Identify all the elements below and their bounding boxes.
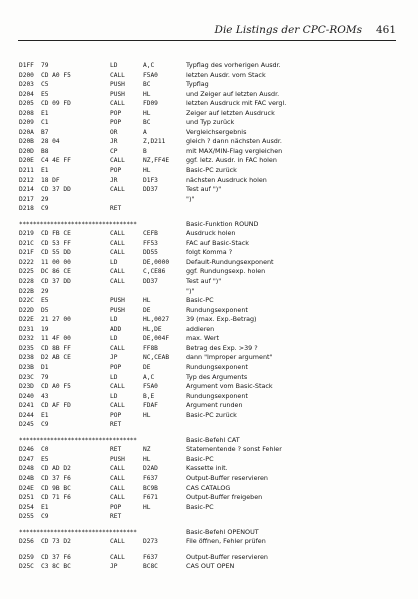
operand: DE — [143, 306, 151, 314]
comment: Betrag des Exp. >39 ? — [186, 343, 258, 352]
operand: DE,004F — [143, 335, 170, 343]
mnemonic: LD — [110, 335, 118, 343]
listing-line — [19, 392, 399, 402]
mnemonic: PUSH — [110, 81, 125, 89]
listing-line — [19, 411, 399, 421]
listing-line — [19, 562, 399, 572]
address: D22B — [19, 287, 34, 295]
section-separator-stars: ********************************** — [19, 528, 137, 536]
operand: HL — [143, 455, 151, 463]
mnemonic: LD — [110, 258, 118, 266]
operand: DE,0000 — [143, 258, 170, 266]
mnemonic: CALL — [110, 383, 125, 391]
operand: F5A0 — [143, 383, 158, 391]
address: D24B — [19, 474, 34, 482]
comment: addieren — [186, 324, 215, 333]
comment: Kassette init. — [186, 464, 228, 473]
comment: Statementende ? sonst Fehler — [186, 445, 282, 454]
comment: CAS OUT OPEN — [186, 562, 235, 571]
hex-bytes: C5 — [41, 81, 49, 89]
mnemonic: CALL — [110, 100, 125, 108]
comment: Vergleichsergebnis — [186, 127, 247, 136]
mnemonic: RET — [110, 513, 122, 521]
hex-bytes: D2 AB CE — [41, 354, 71, 362]
hex-bytes: CD FB CE — [41, 230, 71, 238]
operand: B,E — [143, 392, 155, 400]
mnemonic: POP — [110, 109, 122, 117]
address: D209 — [19, 119, 34, 127]
operand: B — [143, 147, 147, 155]
comment: Rundungsexponent — [186, 362, 248, 371]
listing-line — [19, 204, 399, 214]
listing-line — [19, 267, 399, 277]
comment: Argument runden — [186, 401, 243, 410]
section-heading-row — [19, 436, 399, 446]
comment: Basic-PC zurück — [186, 166, 237, 175]
hex-bytes: C9 — [41, 205, 49, 213]
hex-bytes: CD 09 FD — [41, 100, 71, 108]
operand: NC,CEAB — [143, 354, 170, 362]
address: D204 — [19, 90, 34, 98]
hex-bytes: CD 37 DD — [41, 186, 71, 194]
comment: und Zeiger auf letzten Ausdr. — [186, 89, 280, 98]
hex-bytes: CD AD D2 — [41, 465, 71, 473]
address: D232 — [19, 335, 34, 343]
comment: Output-Buffer reservieren — [186, 552, 268, 561]
address: D259 — [19, 553, 34, 561]
listing-line — [19, 195, 399, 205]
hex-bytes: CD 73 D2 — [41, 538, 71, 546]
hex-bytes: C1 — [41, 119, 49, 127]
mnemonic: LD — [110, 392, 118, 400]
page-header — [0, 24, 418, 40]
listing-line — [19, 229, 399, 239]
address: D21C — [19, 239, 34, 247]
address: D244 — [19, 411, 34, 419]
operand: NZ — [143, 446, 151, 454]
operand: Z,D211 — [143, 138, 166, 146]
comment: Rundungsexponent — [186, 391, 248, 400]
address: D22D — [19, 306, 34, 314]
hex-bytes: 11 4F 00 — [41, 335, 71, 343]
comment: Basic-PC — [186, 454, 214, 463]
assembly-listing — [19, 61, 399, 572]
address: D23B — [19, 363, 34, 371]
listing-line — [19, 90, 399, 100]
hex-bytes: 21 27 00 — [41, 316, 71, 324]
hex-bytes: E1 — [41, 503, 49, 511]
hex-bytes: E1 — [41, 109, 49, 117]
mnemonic: CALL — [110, 249, 125, 257]
address: D21F — [19, 249, 34, 257]
hex-bytes: CD 37 F6 — [41, 553, 71, 561]
comment: Typflag — [186, 80, 209, 89]
mnemonic: PUSH — [110, 455, 125, 463]
comment: Output-Buffer reservieren — [186, 473, 268, 482]
comment: ")" — [186, 286, 195, 295]
operand: F671 — [143, 494, 158, 502]
address: D208 — [19, 109, 34, 117]
operand: BC — [143, 81, 151, 89]
hex-bytes: C9 — [41, 513, 49, 521]
mnemonic: CALL — [110, 239, 125, 247]
operand: F637 — [143, 474, 158, 482]
address: D246 — [19, 446, 34, 454]
listing-line — [19, 287, 399, 297]
comment: Test auf ")" — [186, 277, 222, 286]
mnemonic: CP — [110, 147, 118, 155]
address: D218 — [19, 205, 34, 213]
hex-bytes: CD A0 F5 — [41, 71, 71, 79]
hex-bytes: 29 — [41, 287, 49, 295]
address: D20A — [19, 128, 34, 136]
comment: File öffnen, Fehler prüfen — [186, 537, 266, 546]
listing-line — [19, 445, 399, 455]
address: D214 — [19, 186, 34, 194]
operand: BC8C — [143, 563, 158, 571]
address: D23D — [19, 383, 34, 391]
operand: FF8B — [143, 344, 158, 352]
mnemonic: POP — [110, 503, 122, 511]
address: D217 — [19, 195, 34, 203]
operand: CEFB — [143, 230, 158, 238]
mnemonic: CALL — [110, 278, 125, 286]
listing-line — [19, 537, 399, 547]
listing-line — [19, 334, 399, 344]
mnemonic: JP — [110, 563, 118, 571]
listing-line — [19, 248, 399, 258]
operand: F637 — [143, 553, 158, 561]
listing-line — [19, 503, 399, 513]
mnemonic: CALL — [110, 344, 125, 352]
section-heading-row — [19, 528, 399, 538]
operand: D2AD — [143, 465, 158, 473]
operand: A,C — [143, 373, 155, 381]
section-heading-row — [19, 220, 399, 230]
listing-line — [19, 474, 399, 484]
mnemonic: CALL — [110, 474, 125, 482]
listing-line — [19, 484, 399, 494]
comment: mit MAX/MIN-Flag vergleichen — [186, 146, 283, 155]
mnemonic: RET — [110, 421, 122, 429]
comment: CAS CATALOG — [186, 483, 231, 492]
address: D235 — [19, 344, 34, 352]
hex-bytes: B7 — [41, 128, 49, 136]
comment: dann "Improper argument" — [186, 353, 273, 362]
listing-line — [19, 553, 399, 563]
hex-bytes: CD 8B FF — [41, 344, 71, 352]
mnemonic: CALL — [110, 484, 125, 492]
comment: ggf. Rundungsexp. holen — [186, 267, 266, 276]
listing-line — [19, 325, 399, 335]
comment: Ausdruck holen — [186, 229, 236, 238]
address: D20D — [19, 147, 34, 155]
operand: FF53 — [143, 239, 158, 247]
operand: HL,DE — [143, 325, 162, 333]
hex-bytes: 18 DF — [41, 176, 60, 184]
operand: D1F3 — [143, 176, 158, 184]
mnemonic: PUSH — [110, 90, 125, 98]
mnemonic: LD — [110, 62, 118, 69]
comment: max. Wert — [186, 334, 219, 343]
address: D20B — [19, 138, 34, 146]
listing-line — [19, 99, 399, 109]
listing-line — [19, 306, 399, 316]
address: D240 — [19, 392, 34, 400]
listing-line — [19, 455, 399, 465]
listing-line — [19, 71, 399, 81]
mnemonic: POP — [110, 119, 122, 127]
comment: Typflag des vorherigen Ausdr. — [186, 61, 281, 69]
operand: BC9B — [143, 484, 158, 492]
hex-bytes: C9 — [41, 421, 49, 429]
listing-line — [19, 512, 399, 522]
hex-bytes: C3 8C BC — [41, 563, 71, 571]
hex-bytes: C4 4E FF — [41, 157, 71, 165]
mnemonic: CALL — [110, 71, 125, 79]
mnemonic: CALL — [110, 538, 125, 546]
listing-line — [19, 147, 399, 157]
listing-line — [19, 382, 399, 392]
operand: DD37 — [143, 186, 158, 194]
address: D211 — [19, 167, 34, 175]
operand: HL — [143, 297, 151, 305]
mnemonic: CALL — [110, 494, 125, 502]
hex-bytes: E1 — [41, 167, 49, 175]
address: D248 — [19, 465, 34, 473]
hex-bytes: D5 — [41, 306, 49, 314]
listing-line — [19, 128, 399, 138]
listing-line — [19, 137, 399, 147]
mnemonic: CALL — [110, 157, 125, 165]
listing-line — [19, 353, 399, 363]
address: D251 — [19, 494, 34, 502]
comment: letzten Ausdr. vom Stack — [186, 70, 266, 79]
mnemonic: CALL — [110, 230, 125, 238]
hex-bytes: CD 37 DD — [41, 278, 71, 286]
operand: FD09 — [143, 100, 158, 108]
mnemonic: RET — [110, 446, 122, 454]
hex-bytes: CD A0 F5 — [41, 383, 71, 391]
comment: FAC auf Basic-Stack — [186, 238, 250, 247]
comment: Typ des Arguments — [186, 372, 248, 381]
listing-line — [19, 109, 399, 119]
operand: HL,0027 — [143, 316, 170, 324]
hex-bytes: 29 — [41, 195, 49, 203]
comment: Test auf ")" — [186, 185, 222, 194]
hex-bytes: CD 37 F6 — [41, 474, 71, 482]
page-number: 461 — [375, 24, 396, 36]
mnemonic: POP — [110, 167, 122, 175]
operand: DE — [143, 363, 151, 371]
listing-line — [19, 185, 399, 195]
listing-line — [19, 166, 399, 176]
address: D222 — [19, 258, 34, 266]
listing-line — [19, 401, 399, 411]
mnemonic: CALL — [110, 186, 125, 194]
comment: folgt Komma ? — [186, 248, 233, 257]
operand: DD37 — [143, 278, 158, 286]
mnemonic: OR — [110, 128, 118, 136]
running-title: Die Listings der CPC-ROMs — [214, 24, 362, 36]
hex-bytes: E5 — [41, 90, 49, 98]
address: D203 — [19, 81, 34, 89]
address: D238 — [19, 354, 34, 362]
address: D225 — [19, 268, 34, 276]
address: D20E — [19, 157, 34, 165]
listing-line — [19, 420, 399, 430]
comment: ")" — [186, 194, 195, 203]
operand: D273 — [143, 538, 158, 546]
mnemonic: POP — [110, 411, 122, 419]
address: D247 — [19, 455, 34, 463]
address: D228 — [19, 278, 34, 286]
listing-line — [19, 296, 399, 306]
hex-bytes: CD 71 F6 — [41, 494, 71, 502]
operand: HL — [143, 90, 151, 98]
operand: BC — [143, 119, 151, 127]
address: D1FF — [19, 62, 34, 69]
address: D256 — [19, 538, 34, 546]
address: D205 — [19, 100, 34, 108]
hex-bytes: D1 — [41, 363, 49, 371]
comment: nächsten Ausdruck holen — [186, 175, 267, 184]
address: D245 — [19, 421, 34, 429]
comment: Argument vom Basic-Stack — [186, 382, 273, 391]
mnemonic: RET — [110, 205, 122, 213]
hex-bytes: CD 55 DD — [41, 249, 71, 257]
hex-bytes: CD 9B BC — [41, 484, 71, 492]
listing-line — [19, 363, 399, 373]
address: D212 — [19, 176, 34, 184]
hex-bytes: 79 — [41, 62, 49, 69]
listing-line — [19, 373, 399, 383]
address: D25C — [19, 563, 34, 571]
operand: FDAF — [143, 402, 158, 410]
comment: und Typ zurück — [186, 118, 235, 127]
listing-line — [19, 258, 399, 268]
mnemonic: PUSH — [110, 297, 125, 305]
comment: Output-Buffer freigeben — [186, 493, 263, 502]
listing-line — [19, 176, 399, 186]
comment: letzten Ausdruck mit FAC vergl. — [186, 99, 287, 108]
address: D241 — [19, 402, 34, 410]
hex-bytes: 28 04 — [41, 138, 60, 146]
section-heading: Basic-Funktion ROUND — [186, 219, 259, 228]
hex-bytes: 79 — [41, 373, 49, 381]
operand: HL — [143, 167, 151, 175]
address: D200 — [19, 71, 34, 79]
mnemonic: JR — [110, 176, 118, 184]
mnemonic: CALL — [110, 268, 125, 276]
operand: NZ,FF4E — [143, 157, 170, 165]
listing-line — [19, 156, 399, 166]
mnemonic: PUSH — [110, 306, 125, 314]
comment: Basic-PC — [186, 296, 214, 305]
mnemonic: JR — [110, 138, 118, 146]
operand: DD55 — [143, 249, 158, 257]
comment: gleich ? dann nächsten Ausdr. — [186, 137, 282, 146]
listing-line — [19, 493, 399, 503]
section-separator-stars: ********************************** — [19, 220, 137, 228]
hex-bytes: E5 — [41, 297, 49, 305]
hex-bytes: DC 86 CE — [41, 268, 71, 276]
operand: HL — [143, 503, 151, 511]
listing-line — [19, 277, 399, 287]
mnemonic: LD — [110, 373, 118, 381]
listing-line — [19, 464, 399, 474]
operand: A — [143, 128, 147, 136]
address: D22E — [19, 316, 34, 324]
hex-bytes: CD AF FD — [41, 402, 71, 410]
mnemonic: POP — [110, 363, 122, 371]
section-heading: Basic-Befehl CAT — [186, 435, 240, 444]
operand: A,C — [143, 62, 155, 69]
hex-bytes: 11 00 00 — [41, 258, 71, 266]
comment: ggf. letz. Ausdr. in FAC holen — [186, 156, 277, 165]
mnemonic: CALL — [110, 465, 125, 473]
hex-bytes: B8 — [41, 147, 49, 155]
operand: C,CE86 — [143, 268, 166, 276]
comment: Zeiger auf letzten Ausdruck — [186, 108, 275, 117]
listing-line — [19, 344, 399, 354]
listing-line — [19, 61, 399, 71]
hex-bytes: 43 — [41, 392, 49, 400]
comment: Basic-PC zurück — [186, 410, 237, 419]
operand: F5A0 — [143, 71, 158, 79]
address: D23C — [19, 373, 34, 381]
operand: HL — [143, 411, 151, 419]
hex-bytes: 19 — [41, 325, 49, 333]
hex-bytes: E1 — [41, 411, 49, 419]
listing-line — [19, 118, 399, 128]
address: D22C — [19, 297, 34, 305]
comment: Basic-PC — [186, 502, 214, 511]
mnemonic: CALL — [110, 402, 125, 410]
operand: HL — [143, 109, 151, 117]
address: D254 — [19, 503, 34, 511]
mnemonic: JP — [110, 354, 118, 362]
listing-line — [19, 315, 399, 325]
comment: Rundungsexponent — [186, 305, 248, 314]
section-separator-stars: ********************************** — [19, 436, 137, 444]
address: D24E — [19, 484, 34, 492]
comment: 39 (max. Exp.-Betrag) — [186, 315, 257, 324]
header-rule — [18, 40, 396, 41]
mnemonic: ADD — [110, 325, 122, 333]
listing-line — [19, 80, 399, 90]
comment: Default-Rundungsexponent — [186, 257, 274, 266]
mnemonic: CALL — [110, 553, 125, 561]
hex-bytes: E5 — [41, 455, 49, 463]
address: D231 — [19, 325, 34, 333]
section-heading: Basic-Befehl OPENOUT — [186, 527, 259, 536]
listing-line — [19, 239, 399, 249]
address: D219 — [19, 230, 34, 238]
address: D255 — [19, 513, 34, 521]
hex-bytes: C0 — [41, 446, 49, 454]
mnemonic: LD — [110, 316, 118, 324]
hex-bytes: CD 53 FF — [41, 239, 71, 247]
